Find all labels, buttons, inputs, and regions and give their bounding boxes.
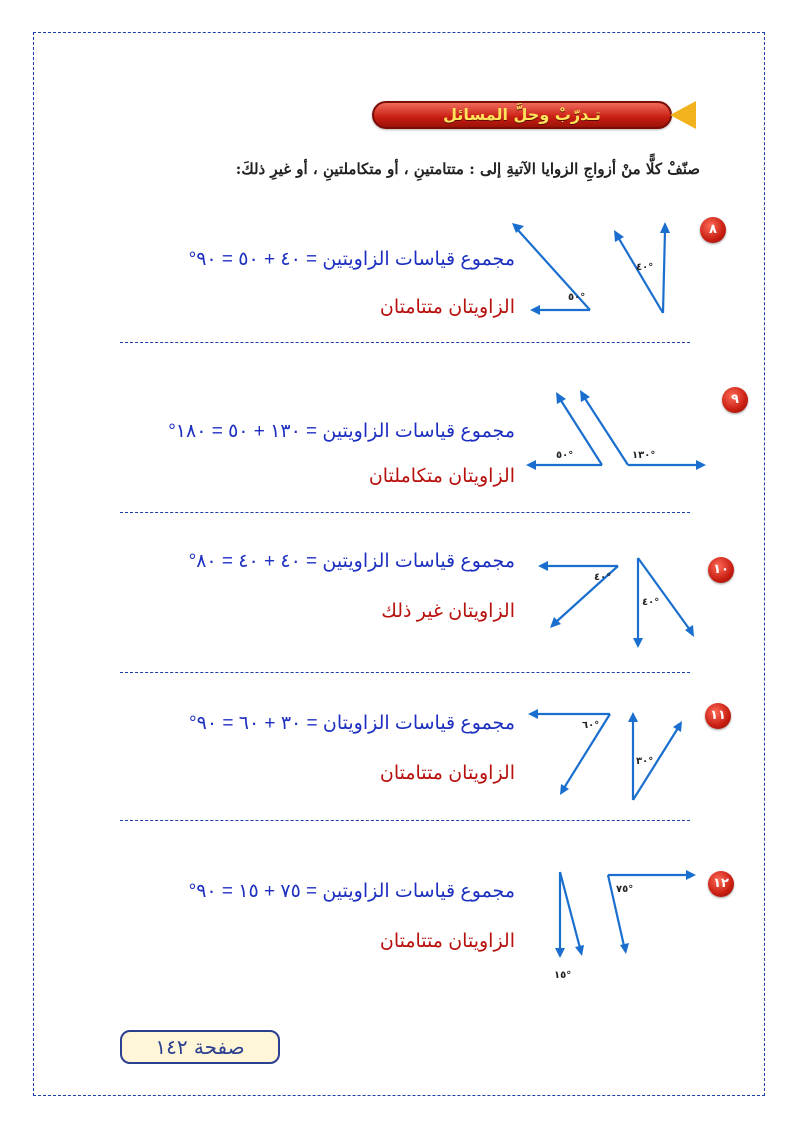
page-number-label: صفحة ١٤٢ (120, 1030, 280, 1064)
angle-label: ٥٠° (568, 292, 586, 303)
angle-sum-text: مجموع قياسات الزاويتين = ٤٠ + ٤٠ = ٨٠° (188, 551, 515, 572)
angle-pair-figure (510, 215, 700, 325)
instruction-text: صنّفْ كلًّا منْ أزواجِ الزوايا الآتيةِ إلى : متتامتينِ ، أو متكاملتينِ ، أو غيرِ ذلكَ: (235, 160, 700, 178)
angle-label: ٧٥° (616, 884, 634, 895)
banner-title: تـدرّبْ وحلَّ المسائل (443, 105, 601, 124)
problem-number-badge: ١٢ (708, 871, 734, 897)
angle-pair-figure (510, 700, 700, 810)
angle-sum-text: مجموع قياسات الزاويتان = ٣٠ + ٦٠ = ٩٠° (189, 713, 515, 734)
problem-number-badge: ٨ (700, 217, 726, 243)
angle-classification: الزاويتان غير ذلك (381, 601, 515, 622)
problem-number-badge: ١٠ (708, 557, 734, 583)
angle-classification: الزاويتان متتامتان (379, 931, 515, 952)
angle-label: ٦٠° (582, 720, 600, 731)
angle-classification: الزاويتان متتامتان (379, 763, 515, 784)
divider (120, 820, 690, 821)
section-banner (372, 99, 698, 131)
banner-arrow-icon (670, 101, 696, 129)
angle-label: ٤٠° (594, 572, 612, 583)
angle-sum-text: مجموع قياسات الزاويتين = ٤٠ + ٥٠ = ٩٠° (188, 249, 515, 270)
angle-label: ٤٠° (636, 262, 654, 273)
problem-number-badge: ٩ (722, 387, 748, 413)
divider (120, 342, 690, 343)
angle-pair-figure (540, 860, 710, 985)
problem-number-badge: ١١ (705, 703, 731, 729)
angle-label: ١٥° (554, 970, 572, 981)
angle-label: ٥٠° (556, 450, 574, 461)
angle-classification: الزاويتان متكاملتان (368, 466, 515, 487)
angle-sum-text: مجموع قياسات الزاويتين = ٧٥ + ١٥ = ٩٠° (188, 881, 515, 902)
angle-label: ٣٠° (636, 756, 654, 767)
angle-label: ٤٠° (642, 597, 660, 608)
divider (120, 672, 690, 673)
angle-label: ١٣٠° (632, 450, 656, 461)
divider (120, 512, 690, 513)
angle-pair-figure (510, 550, 710, 660)
angle-pair-figure (510, 385, 710, 480)
angle-classification: الزاويتان متتامتان (379, 297, 515, 318)
angle-sum-text: مجموع قياسات الزاويتين = ١٣٠ + ٥٠ = ١٨٠° (168, 421, 515, 442)
